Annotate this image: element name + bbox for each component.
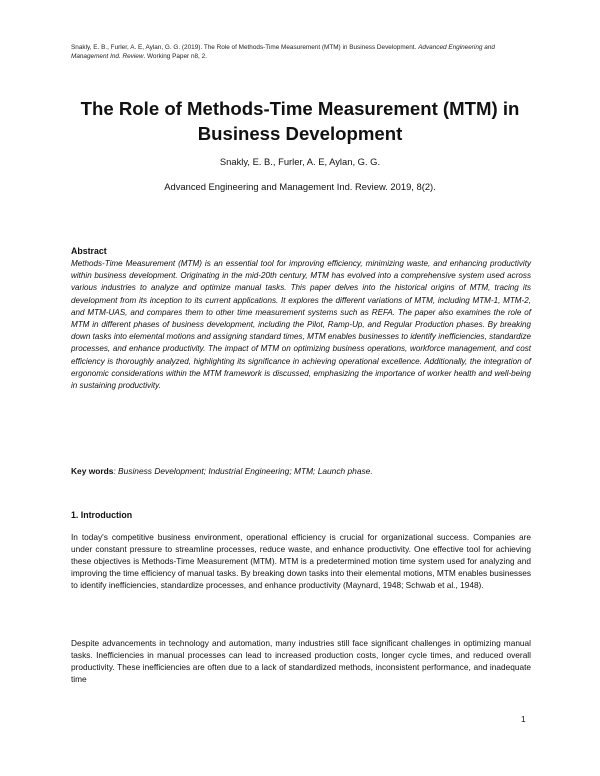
abstract-text: Methods-Time Measurement (MTM) is an essential tool for improving efficiency, minimizing waste, and enhancing productivity within business development. Originating in the mid-20th century, MTM has evolved into a comprehensive system used across various industries to analyze and optimize manual tasks. This paper delves into the historical origins of MTM, tracing its development from its inception to its current applications. It explores the different variations of MTM, including MTM-1, MTM-2, and MTM-UAS, and compares them to other time measurement systems such as REFA. The paper also examines the role of MTM in different phases of business development, including the Pilot, Ramp-Up, and Regular Production phases. By breaking down tasks into elemental motions and assigning standard times, MTM enables businesses to identify inefficiencies, standardize processes, and enhance productivity. The impact of MTM on optimizing business operations, workforce management, and cost efficiency is thoroughly analyzed, highlighting its significance in achieving operational excellence. Additionally, the integration of ergonomic considerations within the MTM framework is discussed, emphasizing the importance of worker health and well-being in sustaining productivity. xyxy=(71,259,531,391)
header-issue: . Working Paper n8, 2. xyxy=(143,53,207,60)
keywords xyxy=(71,466,531,476)
header-journal: Advanced Engineering and Management Ind. Review xyxy=(71,44,495,60)
paper-citation: Advanced Engineering and Management Ind. Review. 2019, 8(2). xyxy=(164,181,436,192)
header-citation: Snakly, E. B., Furler, A. E, Aylan, G. G. (2019). The Role of Methods-Time Measurement (MTM) in Business Development. xyxy=(71,44,417,51)
keywords-label: Key words xyxy=(71,466,114,476)
keywords-text: : Business Development; Industrial Engineering; MTM; Launch phase. xyxy=(113,466,373,476)
page-number: 1 xyxy=(521,714,526,724)
abstract-heading: Abstract xyxy=(71,246,107,256)
paper-authors: Snakly, E. B., Furler, A. E, Aylan, G. G. xyxy=(219,156,381,167)
intro-paragraph-1: In today's competitive business environment, operational efficiency is crucial for organizational success. Companies are under constant pressure to streamline processes, reduce waste, and enhance productivity. One effective tool for achieving these objectives is Methods-Time Measurement (MTM). MTM is a predetermined motion time system used for analyzing and improving the time efficiency of manual tasks. By breaking down tasks into their elemental motions, MTM enables businesses to identify inefficiencies, standardize processes, and enhance productivity (Maynard, 1948; Schwab et al., 1948). xyxy=(71,532,531,591)
running-header xyxy=(71,43,533,61)
intro-paragraph-2: Despite advancements in technology and automation, many industries still face significant challenges in optimizing manual tasks. Inefficiencies in manual processes can lead to increased production costs, longer cycle times, and reduced overall productivity. These inefficiencies are often due to a lack of standardized methods, inconsistent performance, and inadequate time xyxy=(71,638,531,685)
section-heading-introduction: 1. Introduction xyxy=(71,510,133,520)
paper-title: The Role of Methods-Time Measurement (MTM) in Business Development xyxy=(80,98,520,144)
